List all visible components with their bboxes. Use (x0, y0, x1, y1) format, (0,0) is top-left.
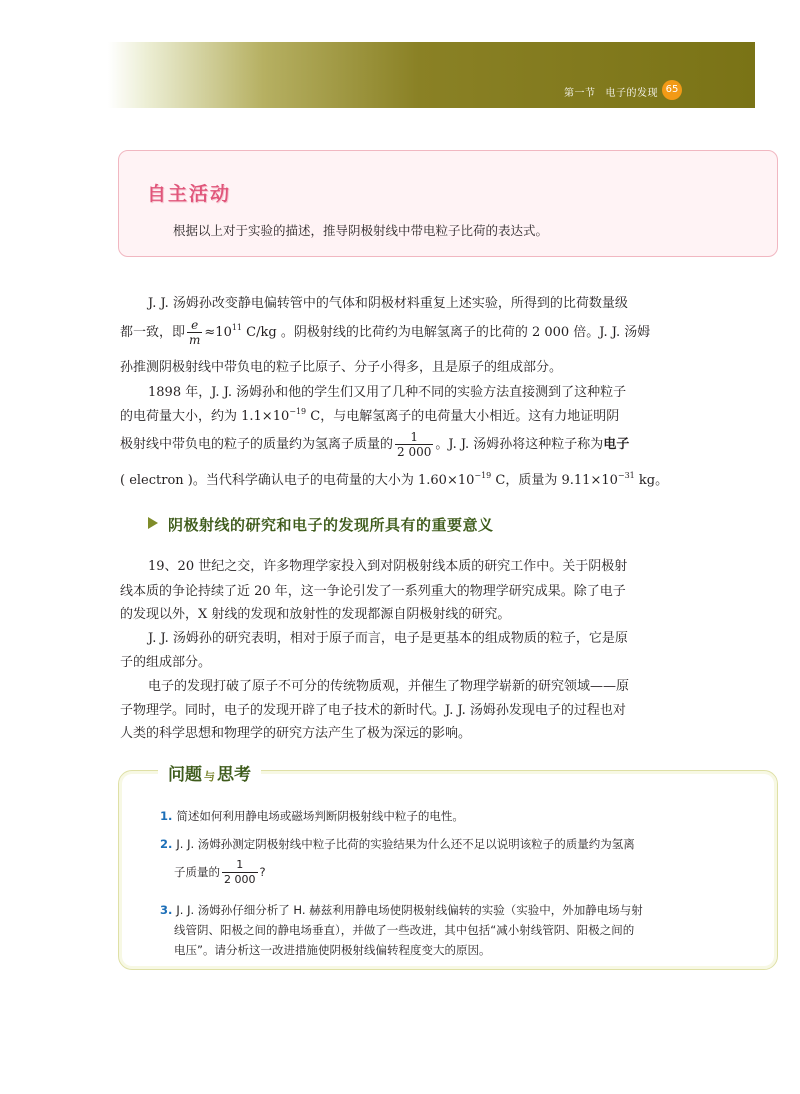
questions-title: 问题 与 思考 (158, 760, 261, 785)
fraction-e-over-m: $\frac{e}{m}$ (189, 318, 201, 347)
header-title: 电子的发现 (605, 88, 658, 99)
p5-line1: 电子的发现打破了原子不可分的传统物质观，并催生了物理学崭新的研究领域——原 (148, 679, 630, 694)
p1-line3: 孙推测阴极射线中带负电的粒子比原子、分子小得多，且是原子的组成部分。 (120, 360, 563, 375)
p2-line4: ( electron )。当代科学确认电子的电荷量的大小为 $1.60\times 10^{-19}$ C，质量为 $9.11\times 10^{-31}$ kg。 (120, 471, 669, 488)
p2-line1: 1898 年，J. J. 汤姆孙和他的学生们又用了几种不同的实验方法直接测到了这种粒子 (148, 385, 627, 400)
activity-title: 自主活动 (147, 179, 231, 206)
p2-line3: 极射线中带负电的粒子的质量约为氢离子质量的 $\frac{1}{2 000}$ 。J. J. 汤姆孙将这种粒子称为电子 (120, 430, 630, 459)
activity-text: 根据以上对于实验的描述，推导阴极射线中带电粒子比荷的表达式。 (173, 223, 549, 238)
p4-line2: 子的组成部分。 (120, 655, 212, 670)
p4-line1: J. J. 汤姆孙的研究表明，相对于原子而言，电子是更基本的组成物质的粒子，它是原 (148, 631, 628, 646)
keyword-electron: 电子 (603, 437, 630, 452)
question-3-line3: 电压”。请分析这一改进措施使阴极射线偏转程度变大的原因。 (174, 943, 491, 957)
p3-line3: 的发现以外，X 射线的发现和放射性的发现都源自阴极射线的研究。 (120, 607, 511, 622)
page-number: 65 (662, 80, 682, 100)
header-section: 第一节 (564, 88, 596, 99)
p3-line2: 线本质的争论持续了近 20 年，这一争论引发了一系列重大的物理学研究成果。除了电子 (120, 584, 626, 599)
question-1: 1. 简述如何利用静电场或磁场判断阴极射线中粒子的电性。 (160, 809, 464, 823)
question-3-line2: 线管阴、阳极之间的静电场垂直），并做了一些改进，其中包括“减小射线管阴、阳极之间的 (174, 923, 635, 937)
question-2: 2. J. J. 汤姆孙测定阴极射线中粒子比荷的实验结果为什么还不足以说明该粒子的质量约为氢离 (160, 837, 635, 851)
running-header (564, 84, 658, 99)
activity-box (118, 150, 778, 257)
question-2-line2: 子质量的 $\frac{1}{2 000}$ ? (174, 858, 266, 886)
p5-line3: 人类的科学思想和物理学的研究方法产生了极为深远的影响。 (120, 726, 472, 741)
question-3: 3. J. J. 汤姆孙仔细分析了 H. 赫兹利用静电场使阴极射线偏转的实验（实验中，外加静电场与射 (160, 903, 643, 917)
fraction-1-over-2000: $\frac{1}{2 000}$ (397, 430, 432, 459)
p3-line1: 19、20 世纪之交，许多物理学家投入到对阴极射线本质的研究工作中。关于阴极射 (148, 559, 628, 574)
section-heading: 阴极射线的研究和电子的发现所具有的重要意义 (148, 514, 494, 535)
p2-line2: 的电荷量大小，约为 $1.1\times 10^{-19}$ C，与电解氢离子的电荷量大小相近。这有力地证明阴 (120, 407, 620, 424)
p5-line2: 子物理学。同时，电子的发现开辟了电子技术的新时代。J. J. 汤姆孙发现电子的过程也对 (120, 703, 626, 718)
triangle-bullet-icon (148, 517, 158, 529)
fraction-1-over-2000-q2: $\frac{1}{2 000}$ (224, 858, 256, 886)
p1-line1: J. J. 汤姆孙改变静电偏转管中的气体和阴极材料重复上述实验，所得到的比荷数量级 (148, 296, 628, 311)
p1-line2: 都一致，即 $\frac{e}{m}$ $\approx 10^{11}$ C/kg 。阴极射线的比荷约为电解氢离子的比荷的 2 000 倍。J. J. 汤姆 (120, 318, 651, 347)
